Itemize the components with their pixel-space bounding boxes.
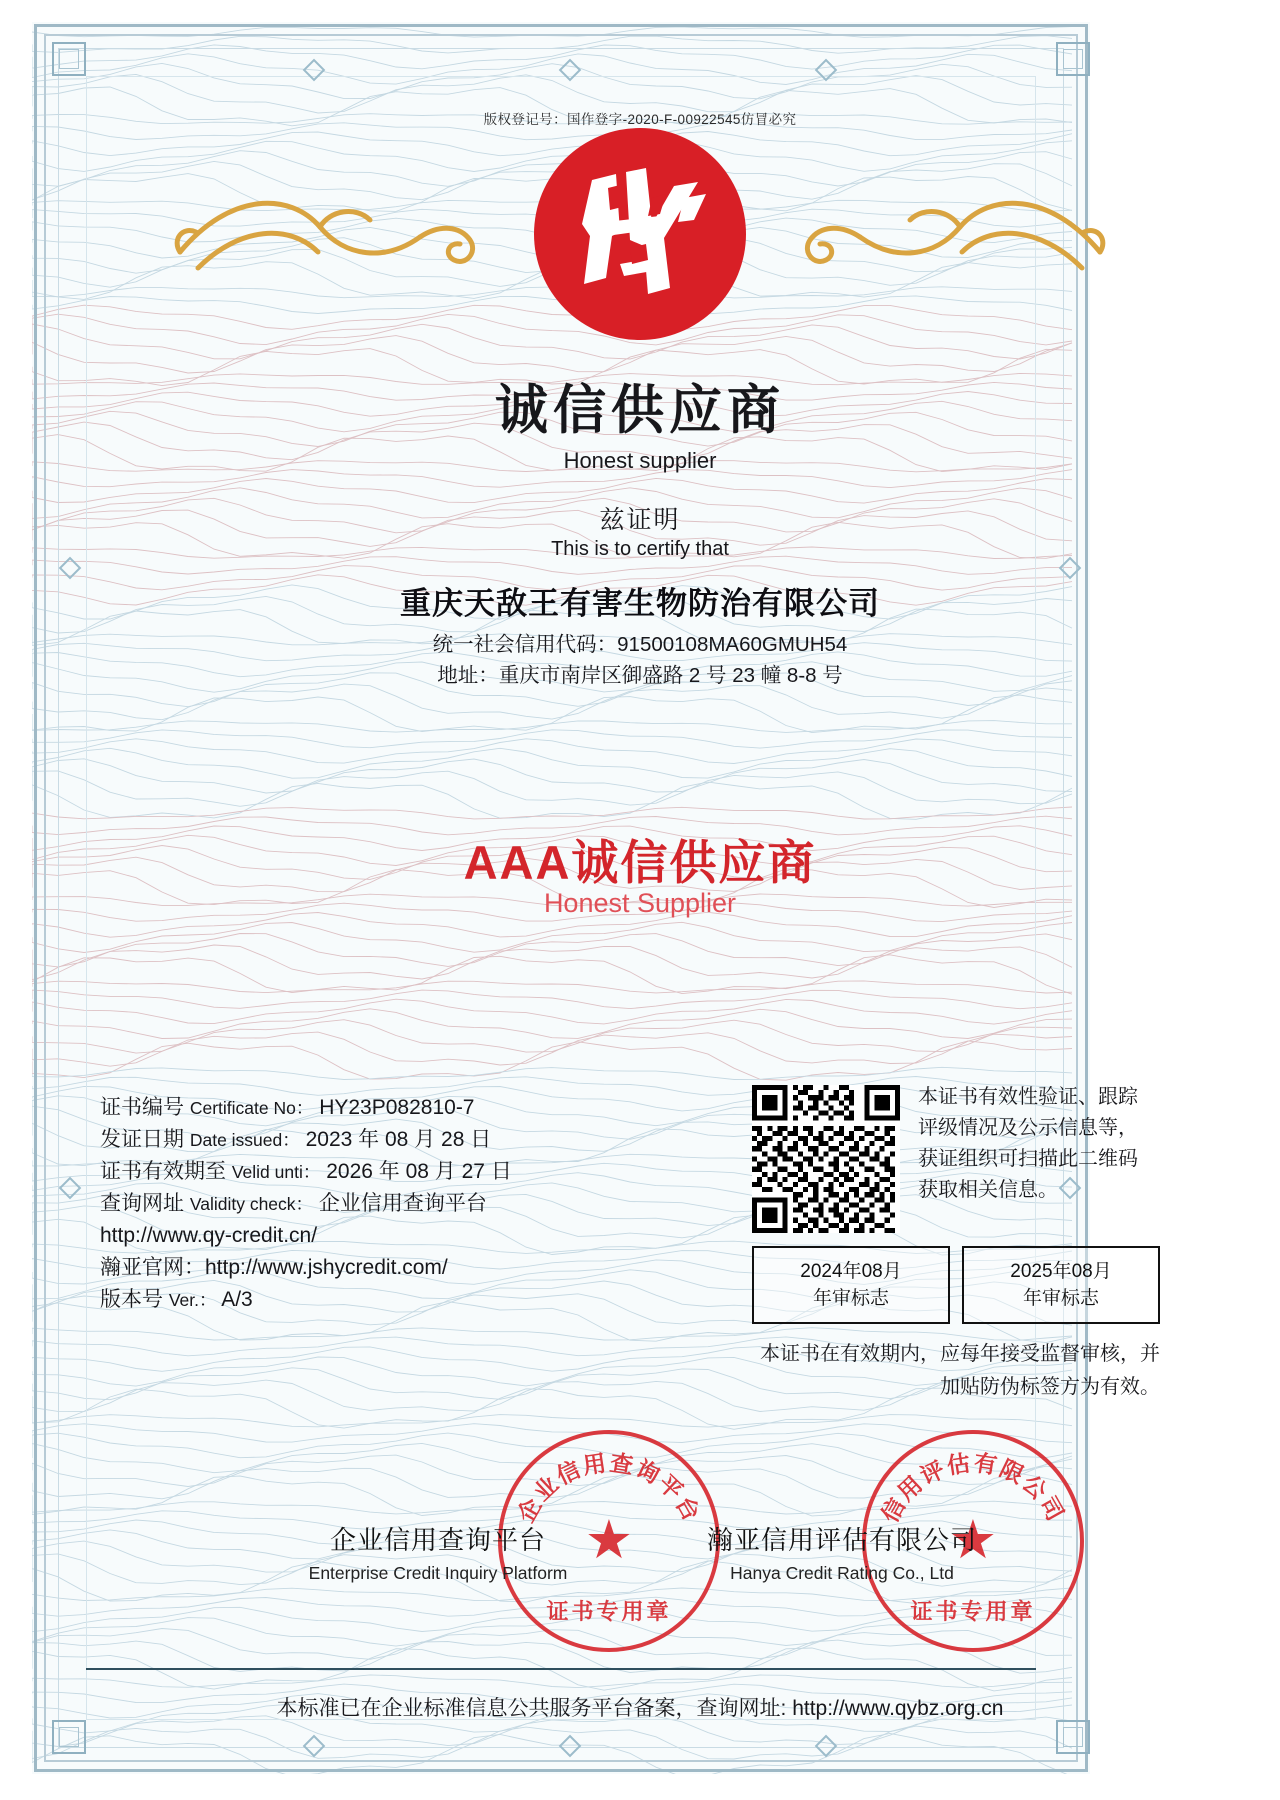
cert-no-value: HY23P082810-7 xyxy=(319,1096,475,1119)
annual-stamp-2025 xyxy=(962,1246,1160,1324)
award-level-en: Honest Supplier xyxy=(543,888,737,918)
valid-label-en: Velid unti： xyxy=(231,1162,321,1182)
svg-text:信用评估有限公司: 信用评估有限公司 xyxy=(876,1449,1070,1527)
version-label-cn: 版本号 xyxy=(100,1288,163,1311)
copyright-registration-text: 版权登记号：国作登字-2020-F-00922545仿冒必究 xyxy=(483,112,797,127)
flourish-left-ornament xyxy=(170,182,500,302)
footer-record-text: 本标准已在企业标准信息公共服务平台备案，查询网址: http://www.qybz.org.cn xyxy=(276,1697,1004,1720)
detail-validity-check xyxy=(100,1188,640,1220)
validity-check-url[interactable]: http://www.qy-credit.cn/ xyxy=(100,1224,318,1247)
version-value: A/3 xyxy=(221,1288,253,1311)
annual-stamp-2024 xyxy=(752,1246,950,1324)
annual-stamp-year: 2025年08月 xyxy=(1010,1261,1112,1282)
certify-statement-cn: 兹证明 xyxy=(599,506,681,534)
annual-stamp-label: 年审标志 xyxy=(812,1288,889,1309)
cert-no-label-cn: 证书编号 xyxy=(100,1096,184,1119)
company-credit-code: 统一社会信用代码：91500108MA60GMUH54 xyxy=(432,633,848,656)
check-label-cn: 查询网址 xyxy=(100,1192,184,1215)
issuer-platform xyxy=(268,1520,608,1584)
seal-star-icon: ★ xyxy=(584,1509,634,1570)
cert-no-label-en: Certificate No： xyxy=(189,1098,314,1118)
issuer-name-cn: 瀚亚信用评估有限公司 xyxy=(706,1525,977,1555)
annual-review-stamps xyxy=(752,1246,1160,1324)
seal-star-icon: ★ xyxy=(948,1509,998,1570)
issued-label-cn: 发证日期 xyxy=(100,1128,184,1151)
certificate-details xyxy=(100,1092,640,1316)
version-label-en: Ver.： xyxy=(168,1290,217,1310)
check-value: 企业信用查询平台 xyxy=(318,1192,487,1215)
detail-valid-until xyxy=(100,1156,640,1188)
issuer-rating-company xyxy=(672,1520,1012,1584)
detail-certificate-no xyxy=(100,1092,640,1124)
issued-label-en: Date issued： xyxy=(189,1130,300,1150)
annual-review-note: 本证书在有效期内，应每年接受监督审核，并加贴防伪标签方为有效。 xyxy=(760,1343,1160,1398)
issuer-name-cn: 企业信用查询平台 xyxy=(329,1525,546,1555)
seal-bottom-label: 证书专用章 xyxy=(546,1599,672,1624)
issuer-name-en: Hanya Credit Rating Co., Ltd xyxy=(730,1563,954,1583)
certify-statement-en: This is to certify that xyxy=(551,538,729,560)
company-address: 地址：重庆市南岸区御盛路 2 号 23 幢 8-8 号 xyxy=(437,664,843,687)
qr-code-graphic xyxy=(752,1085,900,1233)
annual-stamp-year: 2024年08月 xyxy=(800,1261,902,1282)
valid-value: 2026 年 08 月 27 日 xyxy=(326,1160,512,1183)
certificate-title-cn: 诚信供应商 xyxy=(495,381,785,440)
check-label-en: Validity check： xyxy=(189,1194,314,1214)
logo-hy-monogram-icon xyxy=(534,128,746,340)
detail-date-issued xyxy=(100,1124,640,1156)
valid-label-cn: 证书有效期至 xyxy=(100,1160,226,1183)
flourish-right-ornament xyxy=(780,182,1110,302)
official-website-url[interactable]: 瀚亚官网：http://www.jshycredit.com/ xyxy=(100,1256,448,1279)
issuer-signatures xyxy=(0,1520,1280,1584)
company-logo xyxy=(534,128,746,340)
seal-bottom-label: 证书专用章 xyxy=(910,1599,1036,1624)
qr-code-icon[interactable] xyxy=(752,1085,900,1233)
company-name: 重庆天敌王有害生物防治有限公司 xyxy=(400,586,880,621)
certificate-title-en: Honest supplier xyxy=(563,448,717,473)
award-level-cn: AAA诚信供应商 xyxy=(463,836,817,889)
issuer-name-en: Enterprise Credit Inquiry Platform xyxy=(308,1563,568,1583)
footer-divider xyxy=(86,1668,1036,1670)
qr-verification-note: 本证书有效性验证、跟踪评级情况及公示信息等，获证组织可扫描此二维码获取相关信息。 xyxy=(918,1086,1138,1201)
issued-value: 2023 年 08 月 28 日 xyxy=(305,1128,492,1151)
detail-version xyxy=(100,1284,640,1316)
svg-text:企业信用查询平台: 企业信用查询平台 xyxy=(512,1449,706,1527)
annual-stamp-label: 年审标志 xyxy=(1022,1288,1099,1309)
logo-circle xyxy=(534,128,746,340)
